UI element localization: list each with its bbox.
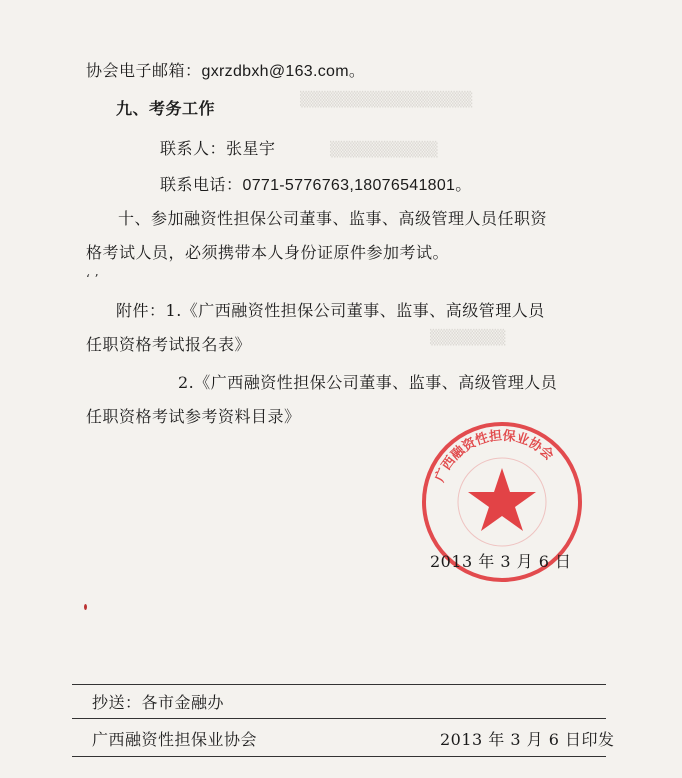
cc-value: 各市金融办 [141, 693, 225, 712]
phone-tail: 。 [455, 175, 472, 194]
footer-rule-top [72, 684, 606, 685]
star-icon [468, 468, 536, 531]
stray-mark: ‘ ’ [86, 272, 99, 286]
section-ten-line2: 格考试人员，必须携带本人身份证原件参加考试。 [86, 243, 450, 262]
attachment-item1-line2: 任职资格考试报名表》 [86, 335, 252, 354]
email-address: gxrzdbxh@163.com [201, 63, 349, 80]
email-line [86, 58, 365, 81]
email-label: 协会电子邮箱： [86, 61, 202, 80]
footer-org: 广西融资性担保业协会 [92, 730, 258, 749]
cc-line [92, 690, 224, 713]
seal-text: 广西融资性担保业协会 [432, 428, 557, 485]
ink-speck [84, 604, 87, 610]
contact-person-line [160, 136, 276, 159]
phone-label: 联系电话： [160, 175, 243, 194]
footer-print-date: 2013 年 3 月 6 日印发 [440, 730, 615, 749]
footer-rule-bottom [72, 756, 606, 757]
contact-phone-line [160, 172, 472, 195]
attachment-label: 附件： [116, 301, 166, 320]
attachment-item1-line1 [116, 298, 545, 321]
phone-value: 0771-5776763,18076541801 [242, 177, 456, 194]
attachment-item1-title: 1.《广西融资性担保公司董事、监事、高级管理人员 [165, 301, 545, 320]
issue-date: 2013 年 3 月 6 日 [430, 552, 572, 571]
attachment-item2-line2: 任职资格考试参考资料目录》 [86, 407, 301, 426]
cc-label: 抄送： [92, 693, 142, 712]
bleed-through-text: ▒▒▒▒▒▒▒ [430, 330, 506, 346]
attachment-item2-line1: 2.《广西融资性担保公司董事、监事、高级管理人员 [178, 373, 558, 392]
footer-rule-middle [72, 718, 606, 719]
contact-label: 联系人： [160, 139, 227, 158]
section-ten-line1: 十、参加融资性担保公司董事、监事、高级管理人员任职资 [118, 209, 548, 228]
contact-name: 张星宇 [226, 139, 276, 158]
bleed-through-text: ▒▒▒▒▒▒▒▒▒▒▒▒▒▒▒▒ [300, 92, 473, 108]
section-nine-title: 九、考务工作 [116, 99, 216, 118]
bleed-through-text: ▒▒▒▒▒▒▒▒▒▒ [330, 142, 438, 158]
email-tail: 。 [348, 61, 366, 80]
